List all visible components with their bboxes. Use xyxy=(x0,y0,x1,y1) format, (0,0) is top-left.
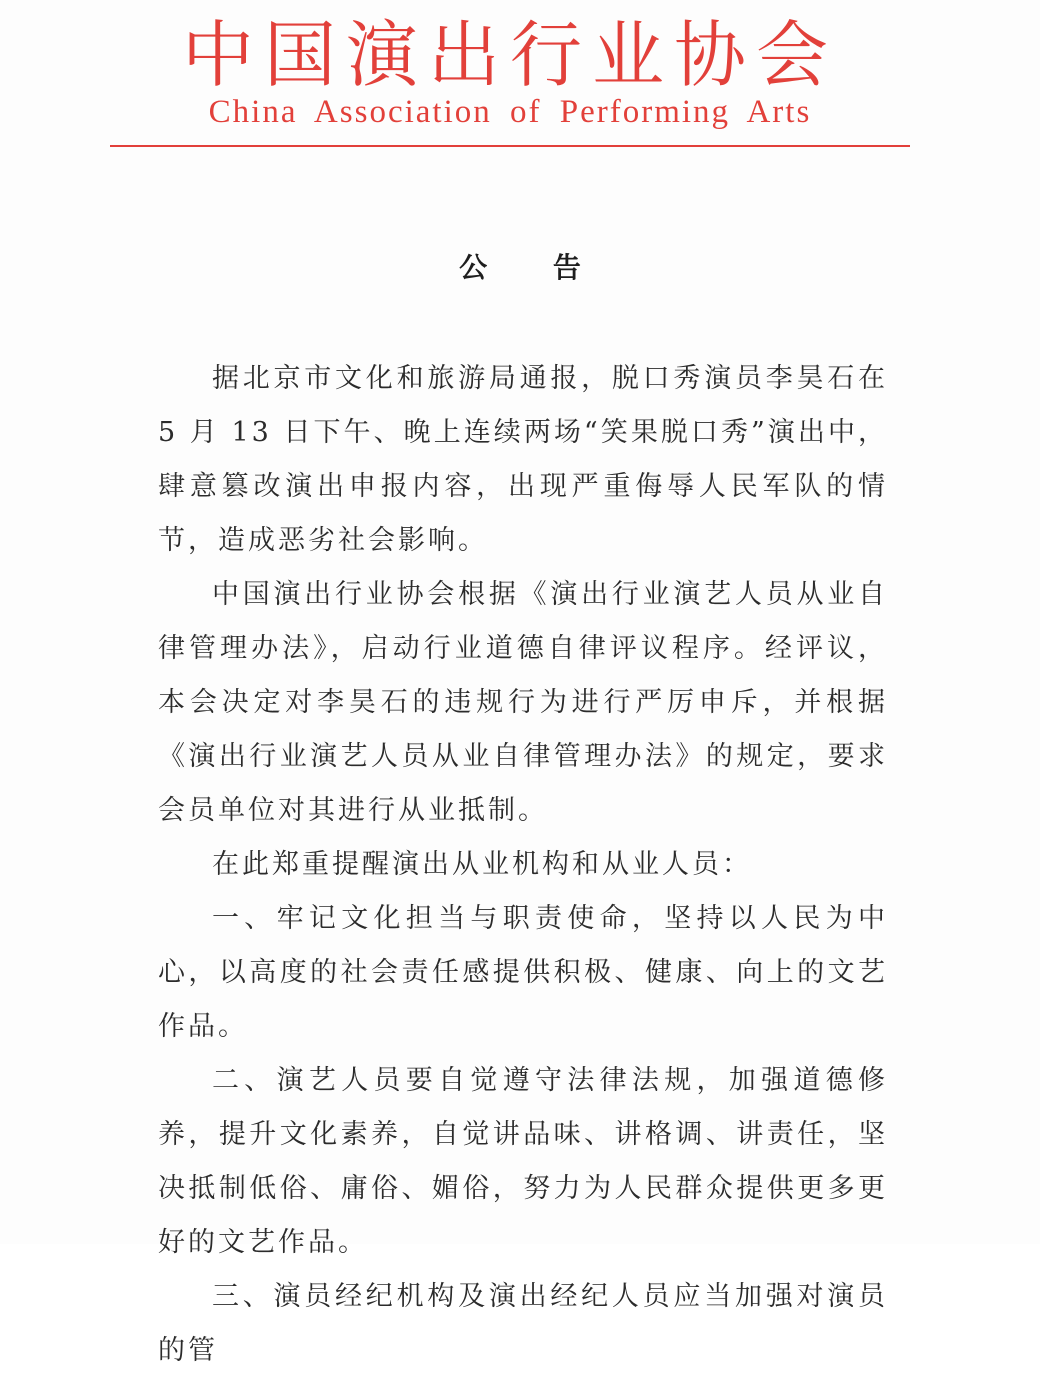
notice-title: 公 告 xyxy=(459,251,609,284)
paragraph-reminder-intro: 在此郑重提醒演出从业机构和从业人员： xyxy=(212,849,752,880)
letterhead-org-name-en: China Association of Performing Arts xyxy=(208,94,812,130)
paragraph-point-1: 一、牢记文化担当与职责使命，坚持以人民为中心，以高度的社会责任感提供积极、健康、向上的文艺作品。 xyxy=(158,903,888,1042)
paragraph-point-2: 二、演艺人员要自觉遵守法律法规，加强道德修养，提升文化素养，自觉讲品味、讲格调、讲责任，坚决抵制低俗、庸俗、媚俗，努力为人民群众提供更多更好的文艺作品。 xyxy=(158,1065,888,1258)
notice-body xyxy=(158,352,888,1378)
letterhead-divider xyxy=(110,145,910,147)
paragraph-point-3: 三、演员经纪机构及演出经纪人员应当加强对演员的管 xyxy=(158,1281,888,1366)
letterhead-org-name-cn: 中国演出行业协会 xyxy=(181,13,838,97)
paragraph-decision: 中国演出行业协会根据《演出行业演艺人员从业自律管理办法》，启动行业道德自律评议程序。经评议，本会决定对李昊石的违规行为进行严厉申斥，并根据《演出行业演艺人员从业自律管理办法》的规定，要求会员单位对其进行从业抵制。 xyxy=(158,579,888,826)
paragraph-report: 据北京市文化和旅游局通报，脱口秀演员李昊石在 5 月 13 日下午、晚上连续两场“笑果脱口秀”演出中，肆意篡改演出申报内容，出现严重侮辱人民军队的情节，造成恶劣社会影响。 xyxy=(158,363,888,556)
